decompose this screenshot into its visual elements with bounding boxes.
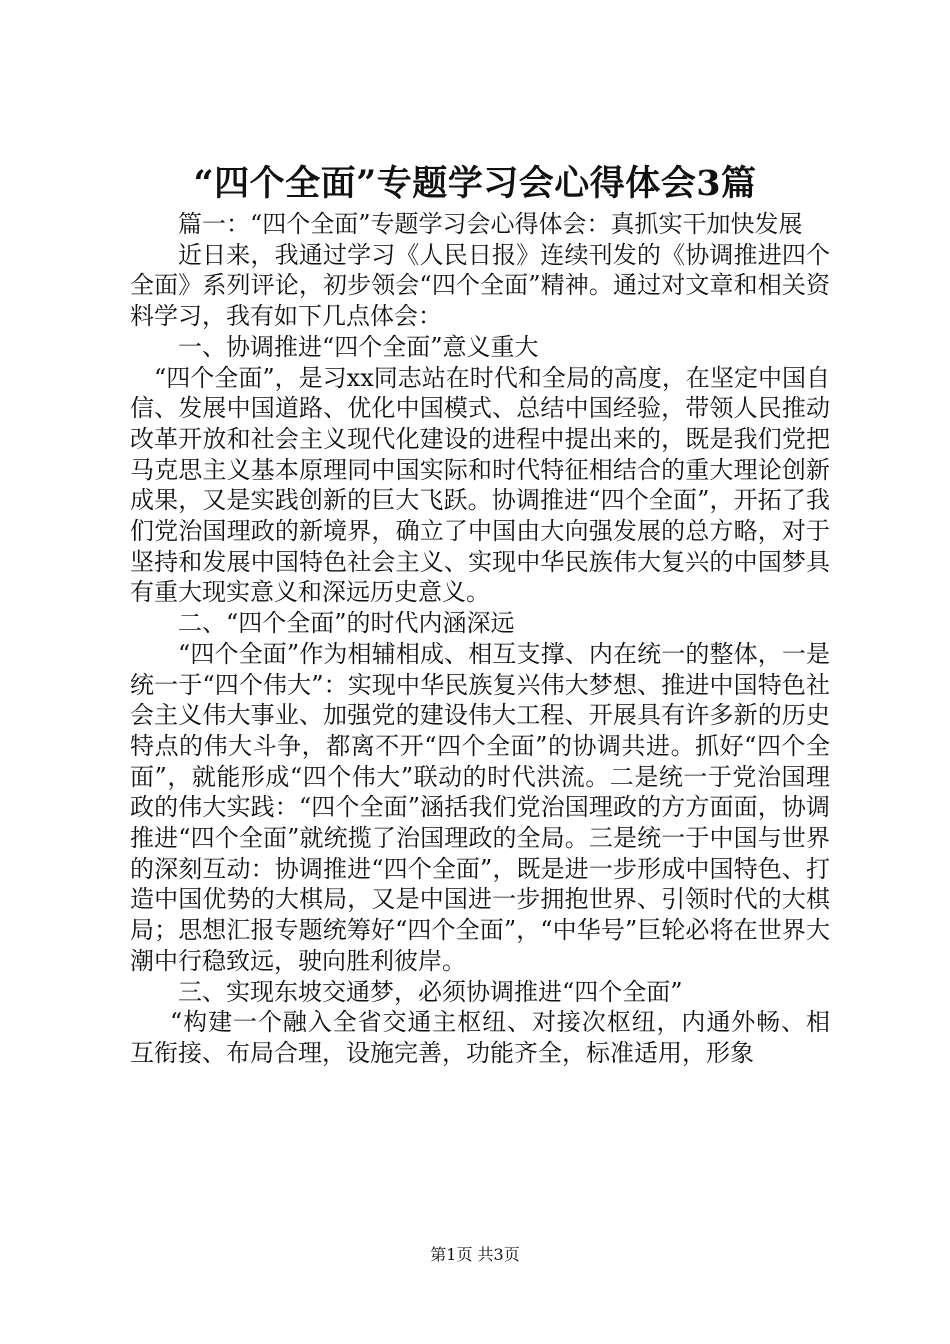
- paragraph-section-3: “构建一个融入全省交通主枢纽、对接次枢纽，内通外畅、相互衔接、布局合理，设施完善，功能齐全，标准适用，形象: [130, 1008, 830, 1067]
- paragraph-intro: 近日来，我通过学习《人民日报》连续刊发的《协调推进四个全面》系列评论，初步领会“四个全面”精神。通过对文章和相关资料学习，我有如下几点体会：: [130, 240, 830, 331]
- paragraph-section-2: “四个全面”作为相辅相成、相互支撑、内在统一的整体，一是统一于“四个伟大”：实现中华民族复兴伟大梦想、推进中国特色社会主义伟大事业、加强党的建设伟大工程、开展具有许多新的历史特点的伟大斗争，都离不开“四个全面”的协调共进。抓好“四个全面”，就能形成“四个伟大”联动的时代洪流。二是统一于党治国理政的伟大实践：“四个全面”涵括我们党治国理政的方方面面，协调推进“四个全面”就统揽了治国理政的全局。三是统一于中国与世界的深刻互动：协调推进“四个全面”，既是进一步形成中国特色、打造中国优势的大棋局，又是中国进一步拥抱世界、引领时代的大棋局；思想汇报专题统筹好“四个全面”，“中华号”巨轮必将在世界大潮中行稳致远，驶向胜利彼岸。: [130, 639, 830, 975]
- document-title: “四个全面”专题学习会心得体会3篇: [193, 163, 757, 204]
- section-heading-1: 一、协调推进“四个全面”意义重大: [178, 332, 539, 361]
- paragraph-section-1: “四个全面”，是习xx同志站在时代和全局的高度，在坚定中国自信、发展中国道路、优化中国模式、总结中国经验，带领人民推动改革开放和社会主义现代化建设的进程中提出来的，既是我们党把马克思主义基本原理同中国实际和时代特征相结合的重大理论创新成果，又是实践创新的巨大飞跃。协调推进“四个全面”，开拓了我们党治国理政的新境界，确立了中国由大向强发展的总方略，对于坚持和发展中国特色社会主义、实现中华民族伟大复兴的中国梦具有重大现实意义和深远历史意义。: [130, 363, 830, 607]
- section-heading-2: 二、“四个全面”的时代内涵深远: [178, 609, 515, 638]
- document-body: [130, 209, 830, 1069]
- page-number-footer: 第1页 共3页: [430, 1245, 520, 1264]
- paragraph-subtitle: 篇一：“四个全面”专题学习会心得体会：真抓实干加快发展: [178, 210, 803, 238]
- section-heading-3: 三、实现东坡交通梦，必须协调推进“四个全面”: [178, 977, 683, 1006]
